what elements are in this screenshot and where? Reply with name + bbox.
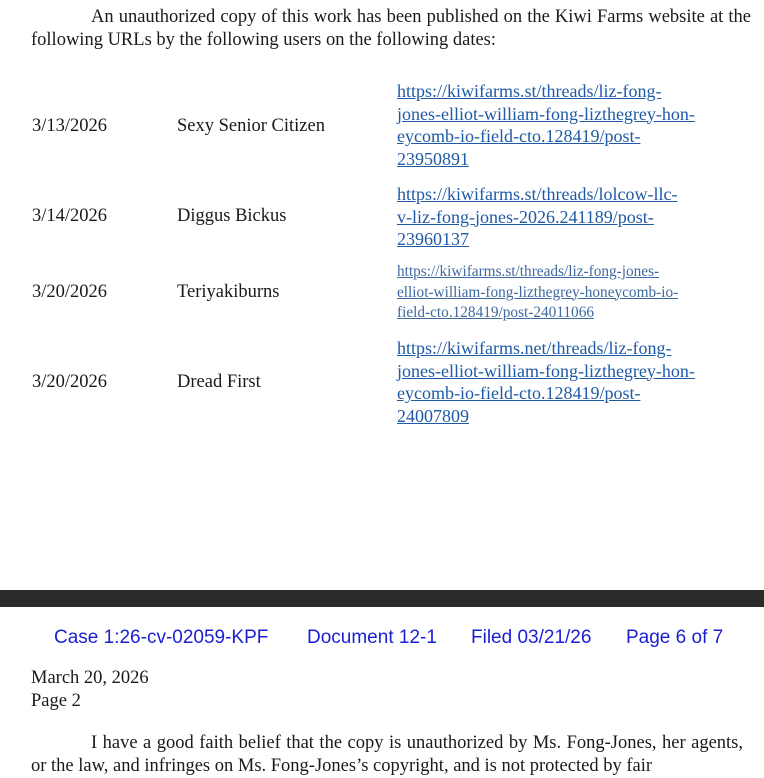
url-line[interactable]: jones-elliot-william-fong-lizthegrey-hon- [397,103,695,124]
court-filing-header [0,607,764,667]
url-line[interactable]: elliot-william-fong-lizthegrey-honeycomb-io- [397,283,679,301]
letter-date: March 20, 2026 [31,668,149,688]
url-line[interactable]: https://kiwifarms.st/threads/liz-fong- [397,81,662,101]
entry-date: 3/20/2026 [32,372,108,392]
url-line[interactable]: 24007809 [397,405,469,426]
url-line[interactable]: jones-elliot-william-fong-lizthegrey-hon- [397,360,695,381]
document-number: Document 12-1 [307,627,437,648]
letter-page-number: Page 2 [31,691,81,711]
url-line[interactable]: eycomb-io-field-cto.128419/post- [397,383,641,403]
entry-date: 3/14/2026 [32,206,108,226]
entry-user: Teriyakiburns [177,282,280,302]
intro-paragraph [31,6,751,52]
entry-url[interactable] [397,262,727,324]
url-line[interactable]: https://kiwifarms.st/threads/liz-fong-jones- [397,263,660,280]
intro-text: An unauthorized copy of this work has been published on the Kiwi Farms website at the following URLs by the following users on the following dates: [31,7,751,50]
entry-user: Diggus Bickus [177,206,287,226]
entry-url[interactable] [397,80,727,170]
page-divider [0,590,764,607]
url-line[interactable]: 23960137 [397,229,469,249]
entry-url[interactable] [397,337,727,427]
entry-url[interactable] [397,183,727,251]
letter-paragraph-text: I have a good faith belief that the copy is unauthorized by Ms. Fong-Jones, her agents, or the law, and infringes on Ms. Fong-Jones’s copyright, and is not protected by fair [31,733,743,776]
page-indicator: Page 6 of 7 [626,627,724,648]
entry-user: Sexy Senior Citizen [177,116,325,136]
filed-date: Filed 03/21/26 [471,627,592,648]
url-line[interactable]: v-liz-fong-jones-2026.241189/post- [397,206,654,227]
entry-date: 3/13/2026 [32,116,108,136]
entry-user: Dread First [177,372,261,392]
url-line[interactable]: https://kiwifarms.st/threads/lolcow-llc- [397,184,678,204]
url-line[interactable]: eycomb-io-field-cto.128419/post- [397,126,641,146]
letter-paragraph [31,732,743,778]
url-line[interactable]: https://kiwifarms.net/threads/liz-fong- [397,338,672,358]
url-line[interactable]: field-cto.128419/post-24011066 [397,304,594,321]
url-line[interactable]: 23950891 [397,148,469,169]
entry-date: 3/20/2026 [32,282,108,302]
case-number: Case 1:26-cv-02059-KPF [54,627,269,648]
